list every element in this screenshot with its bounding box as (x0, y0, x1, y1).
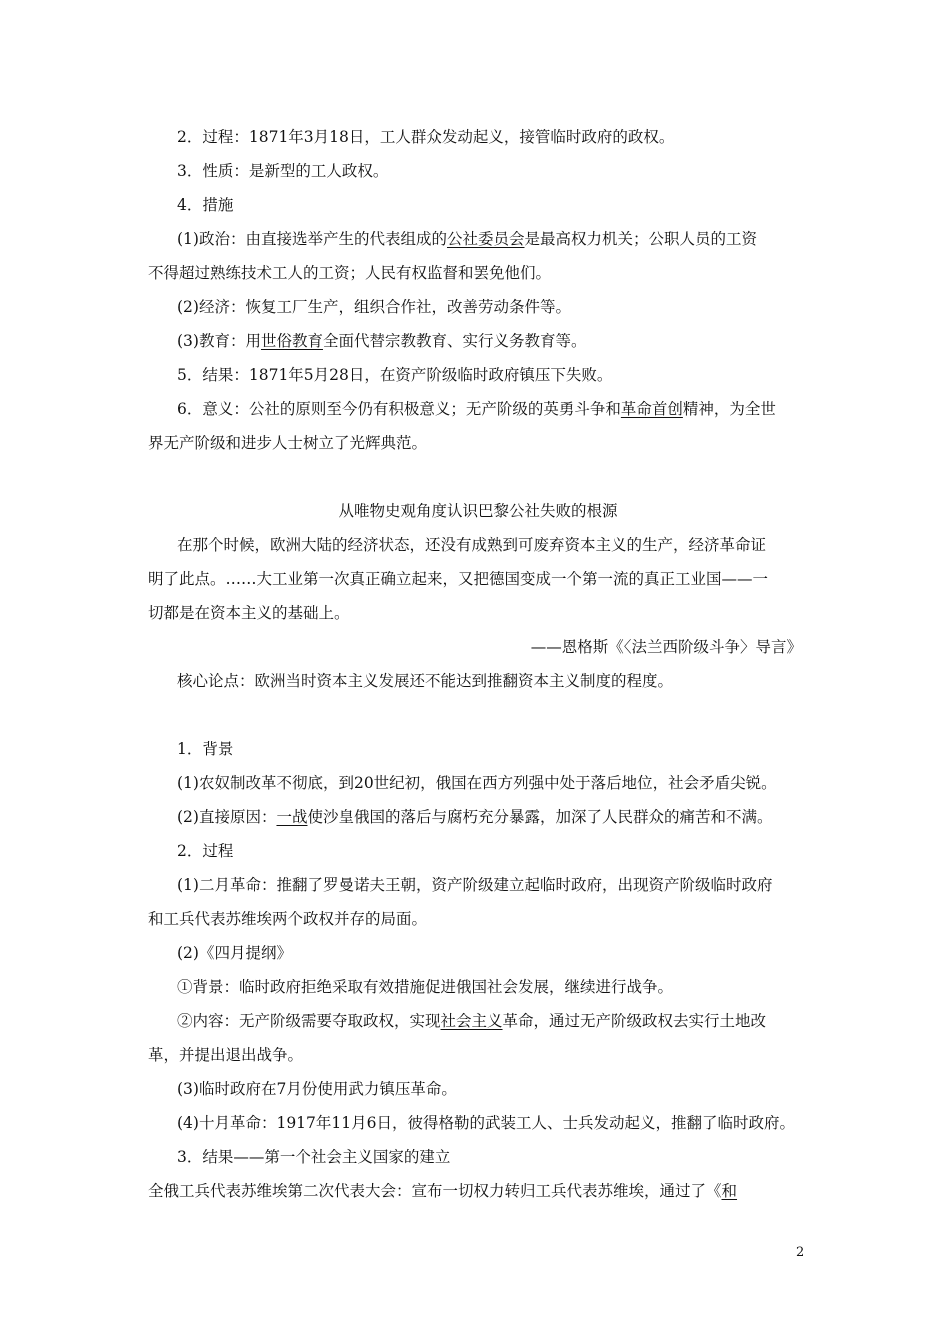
april-theses-content (177, 1011, 766, 1031)
keyword-secular-education: 世俗教育 (260, 332, 323, 350)
paris-significance (177, 399, 776, 419)
quote-line-2: 明了此点。……大工业第一次真正确立起来，又把德国变成一个第一流的真正工业国——一 (148, 570, 769, 588)
sidebar-title: 从唯物史观角度认识巴黎公社失败的根源 (338, 502, 618, 520)
keyword-ww1: 一战 (276, 808, 308, 826)
russia-background-2 (177, 807, 773, 827)
quote-line-3: 切都是在资本主义的基础上。 (148, 604, 350, 622)
paris-measures-education (177, 331, 587, 351)
russia-october-revolution: (4)十月革命：1917年11月6日，彼得格勒的武装工人、士兵发动起义，推翻了临时政府。 (177, 1114, 795, 1132)
paris-measures-politics (177, 229, 757, 249)
quote-source: ——恩格斯《〈法兰西阶级斗争〉导言》 (530, 638, 802, 656)
keyword-socialism: 社会主义 (440, 1012, 503, 1030)
russia-february-revolution: (1)二月革命：推翻了罗曼诺夫王朝，资产阶级建立起临时政府，出现资产阶级临时政府 (177, 876, 773, 894)
april-theses-background: ①背景：临时政府拒绝采取有效措施促进俄国社会发展，继续进行战争。 (177, 978, 674, 996)
paris-measures-heading: 4．措施 (177, 196, 234, 214)
text-run: 革命，通过无产阶级政权去实行土地改 (502, 1012, 767, 1030)
core-argument: 核心论点：欧洲当时资本主义发展还不能达到推翻资本主义制度的程度。 (177, 672, 674, 690)
april-theses-content-cont: 革，并提出退出战争。 (148, 1046, 304, 1064)
russia-soviet-congress (148, 1181, 737, 1201)
paris-process: 2．过程：1871年3月18日，工人群众发动起义，接管临时政府的政权。 (177, 128, 675, 146)
text-run: 6．意义：公社的原则至今仍有积极意义；无产阶级的英勇斗争和 (177, 400, 621, 418)
quote-line-1: 在那个时候，欧洲大陆的经济状态，还没有成熟到可废弃资本主义的生产，经济革命证 (177, 536, 767, 554)
text-run: (2)直接原因： (177, 808, 277, 826)
russia-july-suppression: (3)临时政府在7月份使用武力镇压革命。 (177, 1080, 457, 1098)
paris-result: 5．结果：1871年5月28日，在资产阶级临时政府镇压下失败。 (177, 366, 613, 384)
russia-background-heading: 1．背景 (177, 740, 234, 758)
paris-measures-economy: (2)经济：恢复工厂生产，组织合作社，改善劳动条件等。 (177, 298, 571, 316)
text-run: (3)教育：用 (177, 332, 261, 350)
russia-background-1: (1)农奴制改革不彻底，到20世纪初，俄国在西方列强中处于落后地位，社会矛盾尖锐。 (177, 774, 777, 792)
russia-february-revolution-cont: 和工兵代表苏维埃两个政权并存的局面。 (148, 910, 428, 928)
text-run: 全俄工兵代表苏维埃第二次代表大会：宣布一切权力转归工兵代表苏维埃，通过了《 (148, 1182, 722, 1200)
text-run: 是最高权力机关；公职人员的工资 (524, 230, 757, 248)
text-run: 使沙皇俄国的落后与腐朽充分暴露，加深了人民群众的痛苦和不满。 (307, 808, 773, 826)
keyword-revolutionary-initiative: 革命首创 (620, 400, 683, 418)
page-number: 2 (796, 1245, 805, 1260)
keyword-commune-committee: 公社委员会 (446, 230, 525, 248)
text-run: 全面代替宗教教育、实行义务教育等。 (322, 332, 587, 350)
paris-measures-politics-cont: 不得超过熟练技术工人的工资；人民有权监督和罢免他们。 (148, 264, 552, 282)
text-run: (1)政治：由直接选举产生的代表组成的 (177, 230, 447, 248)
keyword-peace: 和 (721, 1182, 738, 1200)
russia-result-heading: 3．结果——第一个社会主义国家的建立 (177, 1148, 451, 1166)
text-run: 精神，为全世 (682, 400, 776, 418)
russia-april-theses: (2)《四月提纲》 (177, 944, 292, 962)
russia-process-heading: 2．过程 (177, 842, 234, 860)
text-run: ②内容：无产阶级需要夺取政权，实现 (177, 1012, 441, 1030)
paris-significance-cont: 界无产阶级和进步人士树立了光辉典范。 (148, 434, 428, 452)
paris-nature: 3．性质：是新型的工人政权。 (177, 162, 389, 180)
